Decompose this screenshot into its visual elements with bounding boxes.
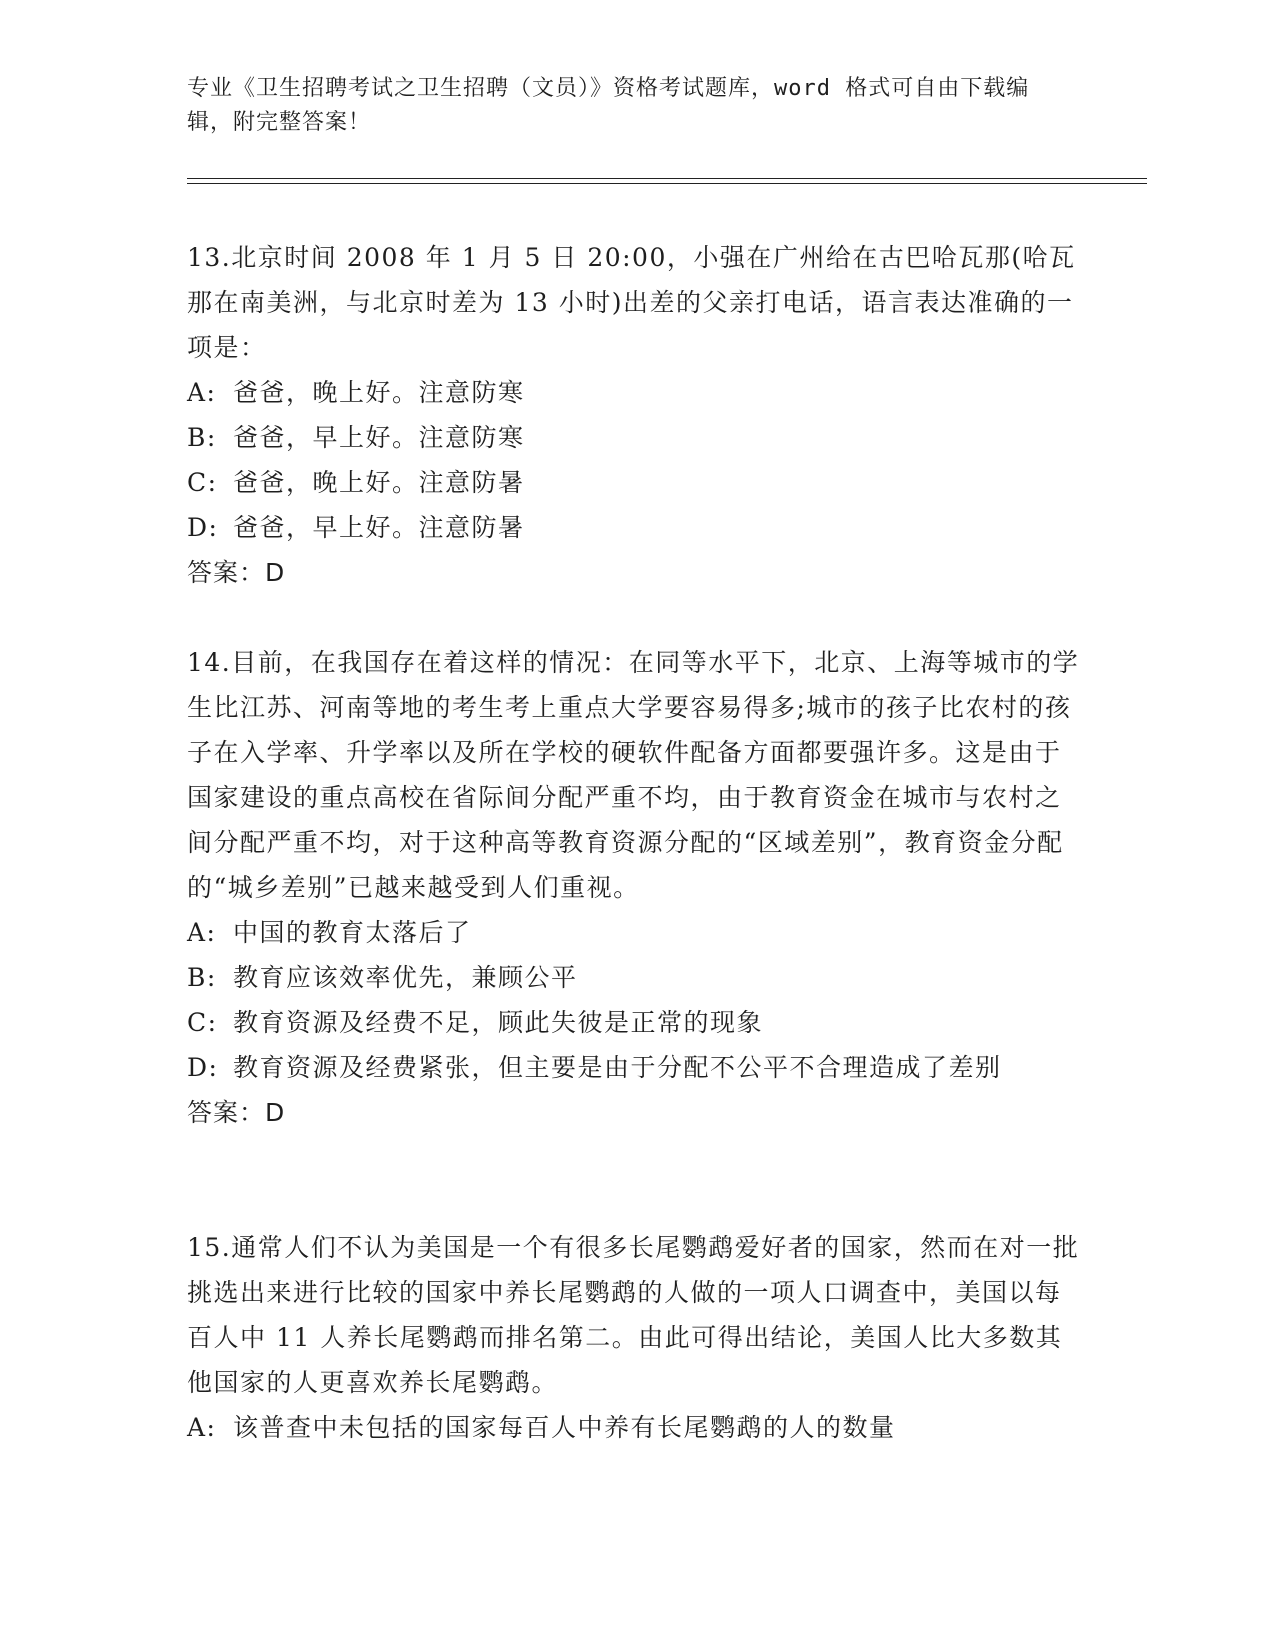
option-letter: D: (187, 513, 219, 542)
option-letter: B: (187, 963, 217, 992)
option-d (187, 1045, 1087, 1090)
header-divider (187, 178, 1147, 179)
option-letter: A: (187, 918, 217, 947)
question-stem: 15.通常人们不认为美国是一个有很多长尾鹦鹉爱好者的国家，然而在对一批挑选出来进行比较的国家中养长尾鹦鹉的人做的一项人口调查中，美国以每百人中 11 人养长尾鹦鹉而排名第二。由此可得出结论，美国人比大多数其他国家的人更喜欢养长尾鹦鹉。 (187, 1233, 1080, 1397)
answer-line: 答案：D (187, 1098, 286, 1127)
option-letter: B: (187, 423, 217, 452)
option-c (187, 460, 1087, 505)
option-text: 教育应该效率优先，兼顾公平 (233, 963, 578, 992)
option-a (187, 1405, 1087, 1450)
option-text: 中国的教育太落后了 (233, 918, 472, 947)
option-d (187, 505, 1087, 550)
option-letter: A: (187, 378, 217, 407)
question-13 (187, 235, 1087, 595)
document-header: 专业《卫生招聘考试之卫生招聘（文员）》资格考试题库，word 格式可自由下载编辑，附完整答案！ (187, 76, 1030, 135)
option-text: 教育资源及经费紧张，但主要是由于分配不公平不合理造成了差别 (233, 1053, 1002, 1082)
option-text: 该普查中未包括的国家每百人中养有长尾鹦鹉的人的数量 (233, 1413, 896, 1442)
answer-line: 答案：D (187, 558, 286, 587)
question-stem: 14.目前，在我国存在着这样的情况：在同等水平下，北京、上海等城市的学生比江苏、河南等地的考生考上重点大学要容易得多;城市的孩子比农村的孩子在入学率、升学率以及所在学校的硬软件配备方面都要强许多。这是由于国家建设的重点高校在省际间分配严重不均，由于教育资金在城市与农村之间分配严重不均，对于这种高等教育资源分配的“区域差别”，教育资金分配的“城乡差别”已越来越受到人们重视。 (187, 648, 1080, 902)
option-b (187, 415, 1087, 460)
option-text: 爸爸，早上好。注意防寒 (233, 423, 525, 452)
option-letter: A: (187, 1413, 217, 1442)
option-text: 爸爸，晚上好。注意防暑 (233, 468, 525, 497)
option-a (187, 370, 1087, 415)
question-stem: 13.北京时间 2008 年 1 月 5 日 20:00，小强在广州给在古巴哈瓦那(哈瓦那在南美洲，与北京时差为 13 小时)出差的父亲打电话，语言表达准确的一项是： (187, 243, 1076, 362)
option-text: 爸爸，早上好。注意防暑 (233, 513, 525, 542)
option-letter: C: (187, 1008, 218, 1037)
question-14 (187, 640, 1087, 1135)
question-15 (187, 1225, 1087, 1450)
header-divider (187, 183, 1147, 184)
option-b (187, 955, 1087, 1000)
option-text: 爸爸，晚上好。注意防寒 (233, 378, 525, 407)
option-c (187, 1000, 1087, 1045)
option-a (187, 910, 1087, 955)
option-letter: D: (187, 1053, 219, 1082)
option-letter: C: (187, 468, 218, 497)
option-text: 教育资源及经费不足，顾此失彼是正常的现象 (233, 1008, 764, 1037)
